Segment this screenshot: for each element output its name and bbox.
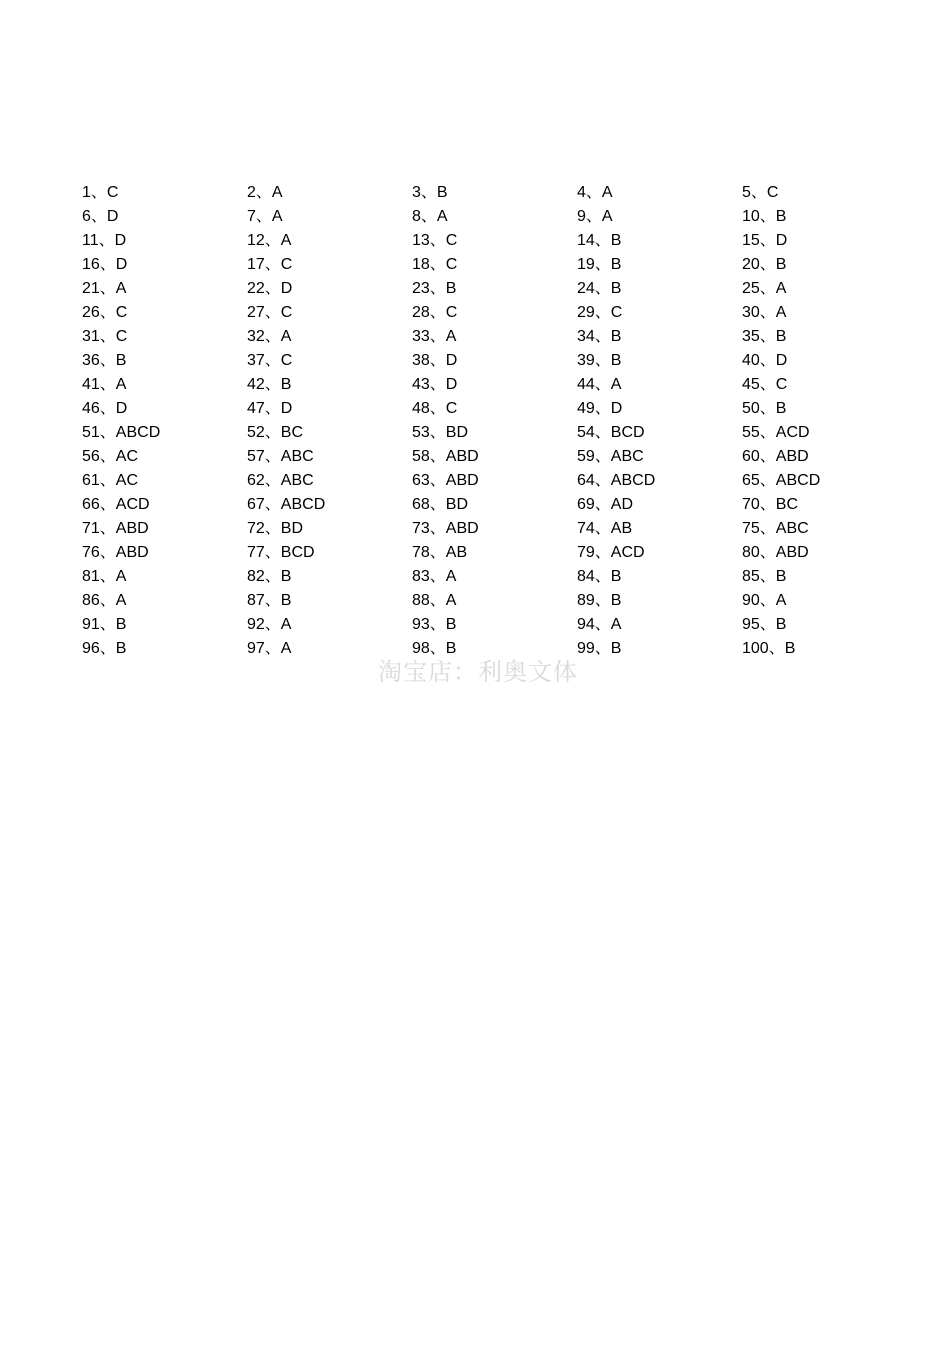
answer-item: 81、A	[82, 568, 127, 585]
answer-item: 68、BD	[412, 496, 469, 513]
answer-item: 55、ACD	[742, 424, 810, 441]
answer-item: 44、A	[577, 376, 622, 393]
answer-item: 4、A	[577, 184, 613, 201]
answer-item: 78、AB	[412, 544, 468, 561]
answer-item: 42、B	[247, 376, 292, 393]
answer-item: 58、ABD	[412, 448, 479, 465]
answer-item: 9、A	[577, 208, 613, 225]
answer-item: 64、ABCD	[577, 472, 656, 489]
answer-item: 96、B	[82, 640, 127, 657]
answer-item: 49、D	[577, 400, 623, 417]
answer-item: 47、D	[247, 400, 293, 417]
answer-item: 12、A	[247, 232, 292, 249]
answer-item: 1、C	[82, 184, 119, 201]
answer-item: 67、ABCD	[247, 496, 326, 513]
answer-item: 71、ABD	[82, 520, 149, 537]
answer-item: 43、D	[412, 376, 458, 393]
answer-item: 3、B	[412, 184, 448, 201]
answer-item: 60、ABD	[742, 448, 809, 465]
answer-item: 6、D	[82, 208, 119, 225]
answer-item: 69、AD	[577, 496, 634, 513]
answer-item: 97、A	[247, 640, 292, 657]
answer-item: 70、BC	[742, 496, 799, 513]
answer-item: 53、BD	[412, 424, 469, 441]
answer-item: 26、C	[82, 304, 128, 321]
answer-item: 73、ABD	[412, 520, 479, 537]
answer-item: 32、A	[247, 328, 292, 345]
answer-item: 85、B	[742, 568, 787, 585]
answer-item: 77、BCD	[247, 544, 315, 561]
answer-item: 66、ACD	[82, 496, 150, 513]
answer-item: 65、ABCD	[742, 472, 821, 489]
answer-item: 11、D	[82, 232, 127, 249]
answer-item: 37、C	[247, 352, 293, 369]
shop-watermark: 淘宝店：利奥文体	[378, 658, 578, 686]
answer-item: 27、C	[247, 304, 293, 321]
answer-item: 98、B	[412, 640, 457, 657]
answer-item: 40、D	[742, 352, 788, 369]
answer-item: 76、ABD	[82, 544, 149, 561]
answer-item: 22、D	[247, 280, 293, 297]
answer-item: 20、B	[742, 256, 787, 273]
answer-item: 50、B	[742, 400, 787, 417]
answer-item: 63、ABD	[412, 472, 479, 489]
answer-item: 14、B	[577, 232, 622, 249]
answer-item: 54、BCD	[577, 424, 645, 441]
answer-item: 45、C	[742, 376, 788, 393]
answer-item: 75、ABC	[742, 520, 809, 537]
answer-item: 92、A	[247, 616, 292, 633]
answer-item: 21、A	[82, 280, 127, 297]
answer-item: 13、C	[412, 232, 458, 249]
answer-item: 57、ABC	[247, 448, 314, 465]
answer-item: 100、B	[742, 640, 796, 657]
answer-item: 29、C	[577, 304, 623, 321]
answer-item: 46、D	[82, 400, 128, 417]
answer-item: 80、ABD	[742, 544, 809, 561]
answer-item: 7、A	[247, 208, 283, 225]
answer-key-grid	[82, 181, 912, 661]
answer-item: 15、D	[742, 232, 788, 249]
answer-item: 2、A	[247, 184, 283, 201]
answer-item: 51、ABCD	[82, 424, 161, 441]
answer-item: 86、A	[82, 592, 127, 609]
answer-item: 10、B	[742, 208, 787, 225]
answer-item: 28、C	[412, 304, 458, 321]
answer-item: 72、BD	[247, 520, 304, 537]
answer-item: 95、B	[742, 616, 787, 633]
answer-item: 79、ACD	[577, 544, 645, 561]
answer-item: 83、A	[412, 568, 457, 585]
answer-item: 19、B	[577, 256, 622, 273]
answer-item: 89、B	[577, 592, 622, 609]
answer-item: 38、D	[412, 352, 458, 369]
answer-item: 33、A	[412, 328, 457, 345]
answer-item: 25、A	[742, 280, 787, 297]
answer-item: 24、B	[577, 280, 622, 297]
answer-item: 35、B	[742, 328, 787, 345]
answer-item: 23、B	[412, 280, 457, 297]
answer-item: 61、AC	[82, 472, 139, 489]
answer-item: 41、A	[82, 376, 127, 393]
answer-item: 16、D	[82, 256, 128, 273]
answer-item: 39、B	[577, 352, 622, 369]
answer-item: 82、B	[247, 568, 292, 585]
answer-item: 36、B	[82, 352, 127, 369]
answer-item: 93、B	[412, 616, 457, 633]
answer-item: 74、AB	[577, 520, 633, 537]
answer-item: 17、C	[247, 256, 293, 273]
answer-item: 99、B	[577, 640, 622, 657]
answer-item: 84、B	[577, 568, 622, 585]
answer-item: 34、B	[577, 328, 622, 345]
answer-item: 8、A	[412, 208, 448, 225]
answer-item: 30、A	[742, 304, 787, 321]
answer-item: 5、C	[742, 184, 779, 201]
answer-item: 94、A	[577, 616, 622, 633]
answer-item: 62、ABC	[247, 472, 314, 489]
answer-item: 31、C	[82, 328, 128, 345]
answer-item: 18、C	[412, 256, 458, 273]
answer-item: 59、ABC	[577, 448, 644, 465]
answer-item: 91、B	[82, 616, 127, 633]
answer-item: 56、AC	[82, 448, 139, 465]
answer-item: 87、B	[247, 592, 292, 609]
answer-item: 88、A	[412, 592, 457, 609]
answer-item: 90、A	[742, 592, 787, 609]
answer-item: 52、BC	[247, 424, 304, 441]
answer-item: 48、C	[412, 400, 458, 417]
